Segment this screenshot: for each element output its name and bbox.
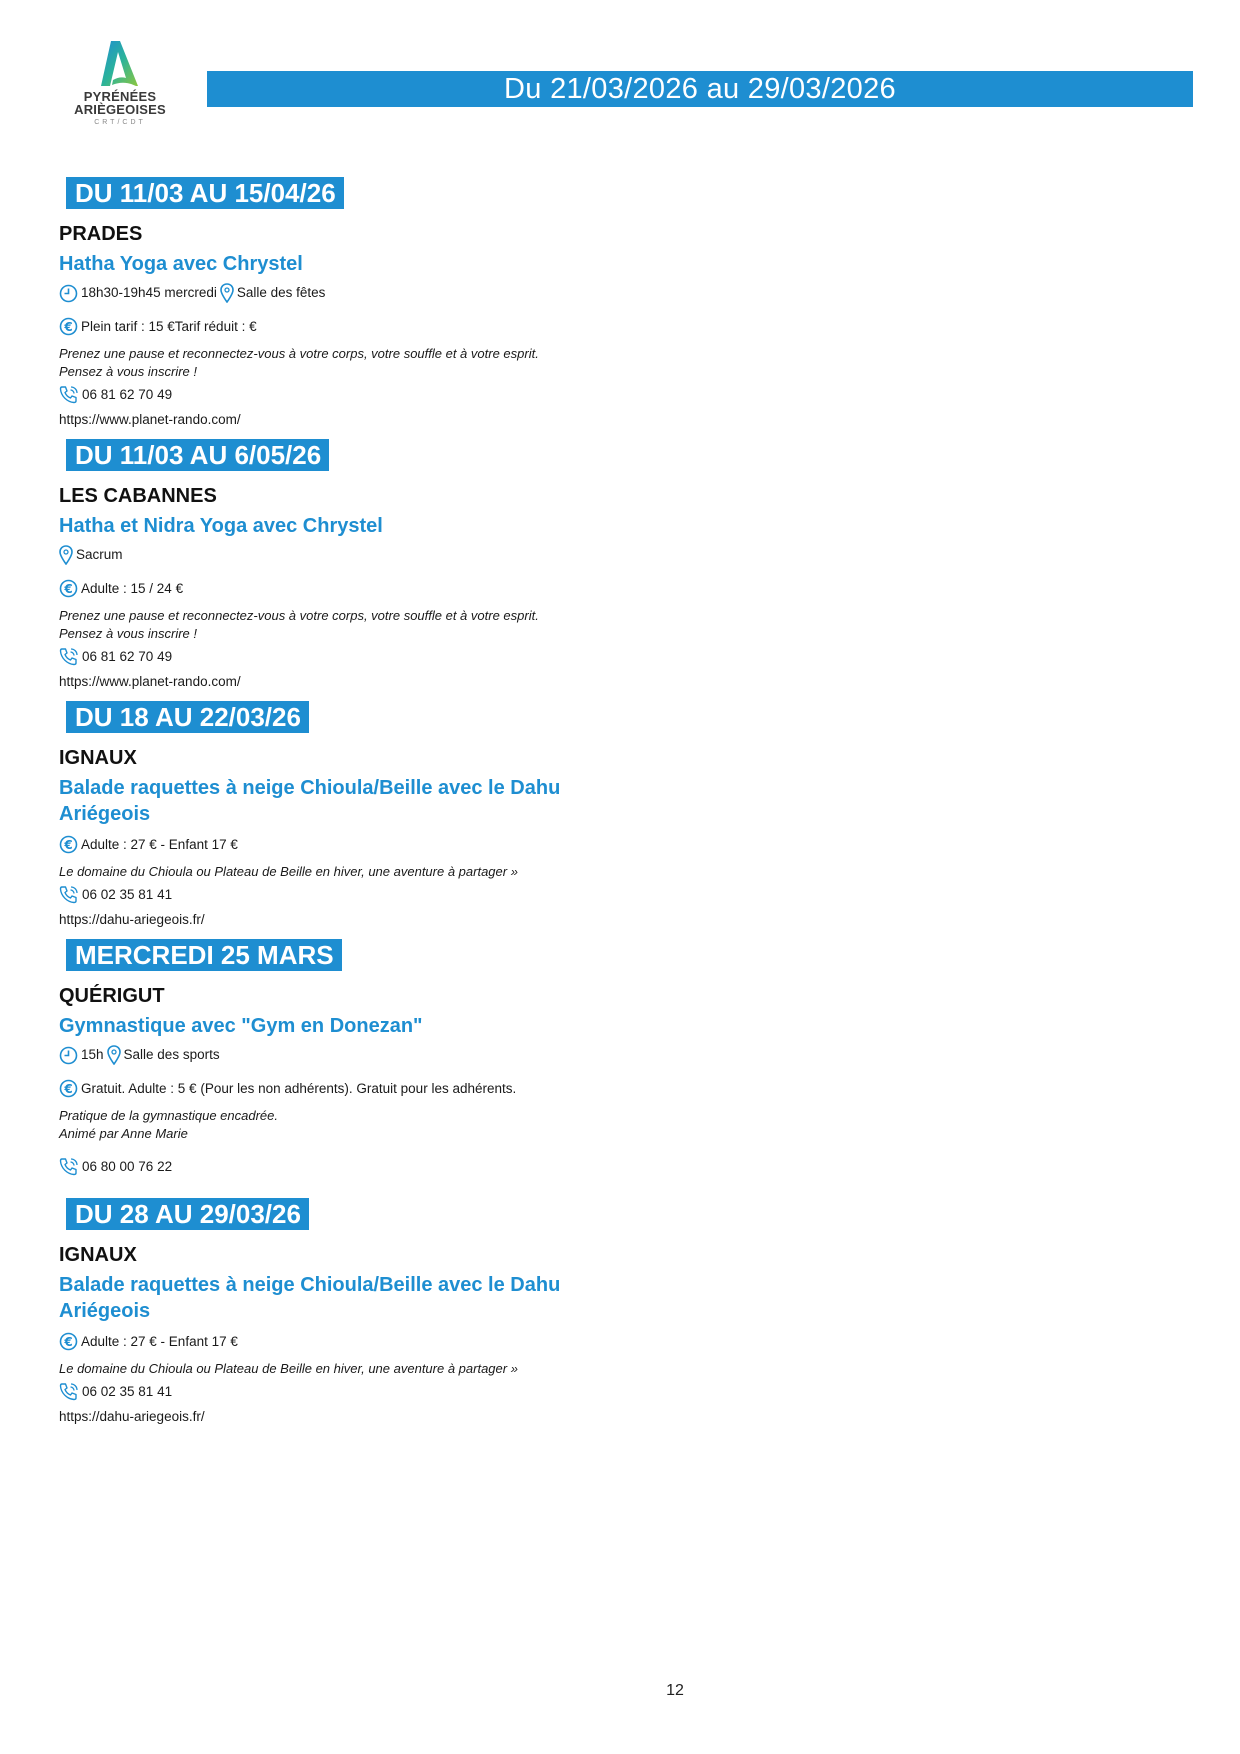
event-description: Le domaine du Chioula ou Plateau de Beille en hiver, une aventure à partager » <box>59 864 518 879</box>
event-phone-row <box>59 1157 619 1176</box>
logo-mark-icon <box>98 38 142 90</box>
event-price-row <box>59 1332 619 1351</box>
event-town: PRADES <box>59 223 143 245</box>
map-pin-icon <box>59 545 73 565</box>
event-title: Hatha Yoga avec Chrystel <box>59 253 303 275</box>
event-price-row <box>59 835 619 854</box>
svg-text:€: € <box>64 1334 73 1349</box>
svg-text:€: € <box>64 1081 73 1096</box>
event-url[interactable]: https://dahu-ariegeois.fr/ <box>59 1409 205 1424</box>
map-pin-icon <box>220 283 234 303</box>
logo <box>70 38 170 126</box>
event-url[interactable]: https://www.planet-rando.com/ <box>59 412 241 427</box>
logo-line-1: PYRÉNÉES <box>83 89 157 104</box>
event-phone[interactable]: 06 02 35 81 41 <box>82 1383 173 1399</box>
event-phone[interactable]: 06 81 62 70 49 <box>82 386 173 402</box>
event-price: Adulte : 15 / 24 € <box>81 580 184 596</box>
event-date: DU 18 AU 22/03/26 <box>64 699 311 735</box>
event-description: Prenez une pause et reconnectez-vous à votre corps, votre souffle et à votre esprit. Pensez à vous inscrire ! <box>59 346 539 379</box>
event-date: MERCREDI 25 MARS <box>64 937 344 973</box>
event-info <box>59 283 619 303</box>
event-description: Pratique de la gymnastique encadrée. Animé par Anne Marie <box>59 1108 278 1141</box>
event-location: Salle des sports <box>123 1047 220 1062</box>
event-info <box>59 545 619 565</box>
page-number: 12 <box>666 1682 684 1699</box>
event-title: Gymnastique avec "Gym en Donezan" <box>59 1015 423 1037</box>
event-town: IGNAUX <box>59 1244 137 1266</box>
event-item <box>59 175 619 437</box>
euro-icon <box>59 1332 78 1351</box>
euro-icon <box>59 835 78 854</box>
event-phone-row <box>59 885 619 904</box>
event-town: LES CABANNES <box>59 485 217 507</box>
event-date: DU 11/03 AU 15/04/26 <box>64 175 346 211</box>
event-phone-row <box>59 1382 619 1401</box>
event-list <box>59 175 619 1426</box>
event-location: Sacrum <box>76 547 123 562</box>
event-phone[interactable]: 06 02 35 81 41 <box>82 886 173 902</box>
map-pin-icon <box>107 1045 121 1065</box>
event-info <box>59 1045 619 1065</box>
event-price: Gratuit. Adulte : 5 € (Pour les non adhérents). Gratuit pour les adhérents. <box>81 1080 517 1096</box>
event-price-row <box>59 579 619 598</box>
event-location: Salle des fêtes <box>236 285 326 300</box>
event-item <box>59 1196 619 1426</box>
event-time: 18h30-19h45 mercredi <box>81 285 217 300</box>
euro-icon <box>59 579 78 598</box>
event-town: IGNAUX <box>59 747 137 769</box>
event-url[interactable]: https://www.planet-rando.com/ <box>59 674 241 689</box>
phone-icon <box>59 1157 79 1176</box>
event-price-row <box>59 1079 619 1098</box>
event-item <box>59 937 619 1196</box>
svg-text:€: € <box>64 837 73 852</box>
event-phone-row <box>59 647 619 666</box>
logo-line-2: ARIÈGEOISES <box>74 102 166 117</box>
svg-text:€: € <box>64 319 73 334</box>
euro-icon <box>59 317 78 336</box>
event-date: DU 11/03 AU 6/05/26 <box>64 437 331 473</box>
event-price: Adulte : 27 € - Enfant 17 € <box>81 836 238 852</box>
event-description: Prenez une pause et reconnectez-vous à votre corps, votre souffle et à votre esprit. Pensez à vous inscrire ! <box>59 608 539 641</box>
event-url[interactable]: https://dahu-ariegeois.fr/ <box>59 912 205 927</box>
clock-icon <box>59 284 78 303</box>
event-title: Balade raquettes à neige Chioula/Beille avec le Dahu Ariégeois <box>59 777 561 825</box>
svg-text:€: € <box>64 581 73 596</box>
euro-icon <box>59 1079 78 1098</box>
period-header: Du 21/03/2026 au 29/03/2026 <box>207 71 1193 107</box>
phone-icon <box>59 385 79 404</box>
event-time: 15h <box>81 1047 104 1062</box>
event-price: Adulte : 27 € - Enfant 17 € <box>81 1333 238 1349</box>
event-description: Le domaine du Chioula ou Plateau de Beille en hiver, une aventure à partager » <box>59 1361 518 1376</box>
event-item <box>59 699 619 937</box>
event-phone[interactable]: 06 80 00 76 22 <box>82 1158 173 1174</box>
phone-icon <box>59 647 79 666</box>
clock-icon <box>59 1046 78 1065</box>
event-phone-row <box>59 385 619 404</box>
phone-icon <box>59 1382 79 1401</box>
event-price-row <box>59 317 619 336</box>
event-item <box>59 437 619 699</box>
event-price: Plein tarif : 15 €Tarif réduit : € <box>81 318 257 334</box>
event-title: Balade raquettes à neige Chioula/Beille avec le Dahu Ariégeois <box>59 1274 561 1322</box>
event-title: Hatha et Nidra Yoga avec Chrystel <box>59 515 383 537</box>
event-date: DU 28 AU 29/03/26 <box>64 1196 311 1232</box>
logo-line-3: CRT/CDT <box>94 119 146 126</box>
event-town: QUÉRIGUT <box>59 985 165 1007</box>
phone-icon <box>59 885 79 904</box>
event-phone[interactable]: 06 81 62 70 49 <box>82 648 173 664</box>
